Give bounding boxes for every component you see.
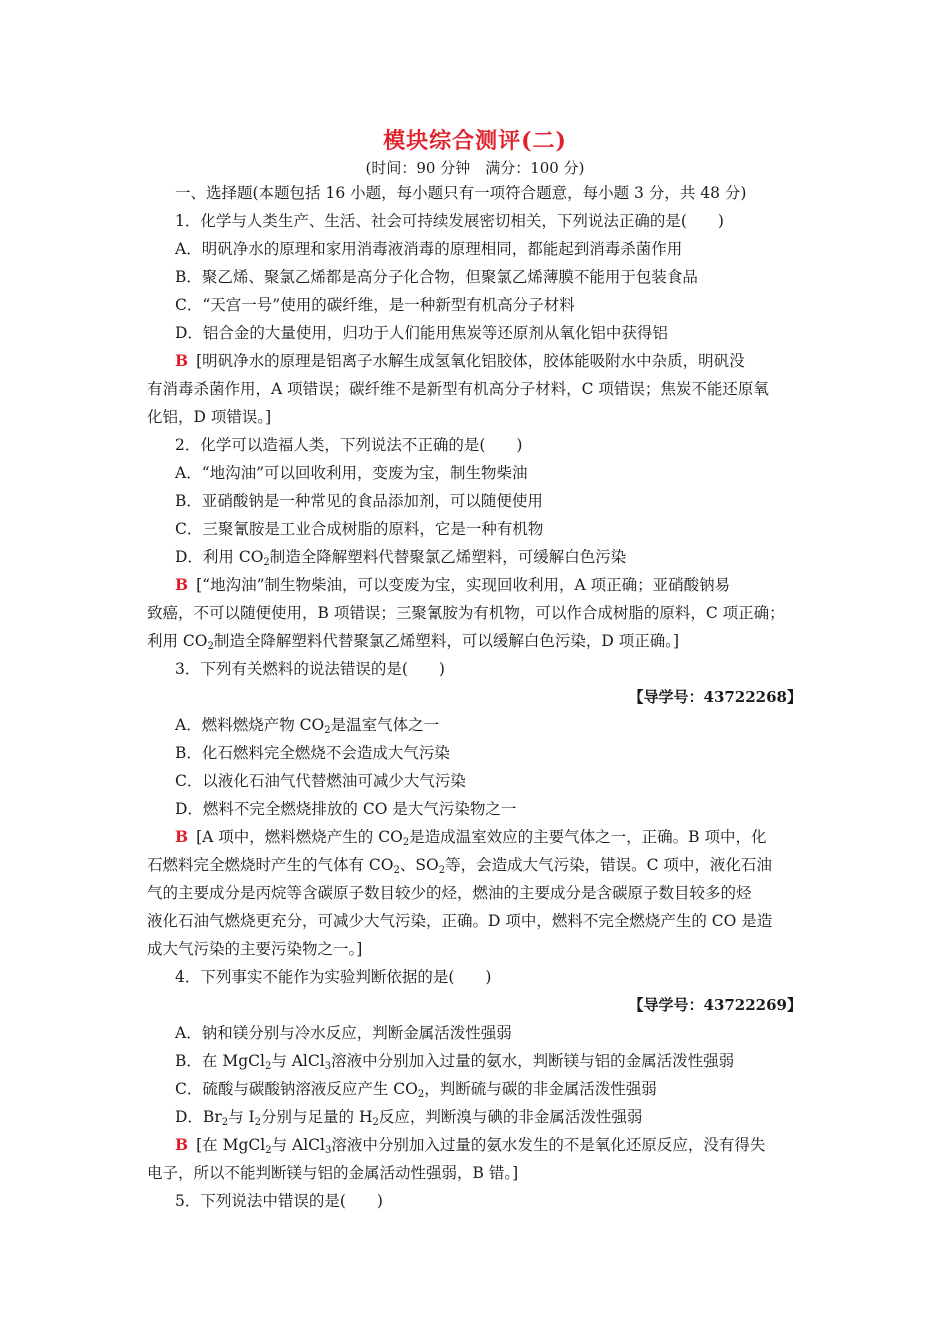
q3-option-a: A．燃料燃烧产物 $CO_2$是温室气体之一 [175,716,440,736]
q2-option-a: A．“地沟油”可以回收利用，变废为宝，制生物柴油 [175,464,528,482]
q1-option-b: B．聚乙烯、聚氯乙烯都是高分子化合物，但聚氯乙烯薄膜不能用于包装食品 [175,268,698,286]
q3-explanation-line: B [A 项中，燃料燃烧产生的 $CO_2$是造成温室效应的主要气体之一，正确。B 项中，化 [175,827,767,848]
q1-option-a: A．明矾净水的原理和家用消毒液消毒的原理相同，都能起到消毒杀菌作用 [175,240,683,258]
q5-stem: 5．下列说法中错误的是( ) [175,1192,383,1210]
q4-option-c: C．硫酸与碳酸钠溶液反应产生 $CO_2$，判断硫与碳的非金属活泼性强弱 [175,1080,657,1100]
q2-option-b: B．亚硝酸钠是一种常见的食品添加剂，可以随便使用 [175,492,543,510]
q3-explanation-line: 液化石油气燃烧更充分，可减少大气污染，正确。D 项中，燃料不完全燃烧产生的 CO 是造 [147,912,773,930]
q3-guide-number: 【导学号：43722268】 [628,688,802,706]
q3-answer: B [175,827,189,846]
q1-option-c: C．“天宫一号”使用的碳纤维，是一种新型有机高分子材料 [175,296,575,314]
q3-explanation-line: 气的主要成分是丙烷等含碳原子数目较少的烃，燃油的主要成分是含碳原子数目较多的烃 [147,884,752,902]
q4-guide-number: 【导学号：43722269】 [628,996,802,1014]
q1-explanation-line: 有消毒杀菌作用，A 项错误；碳纤维不是新型有机高分子材料，C 项错误；焦炭不能还原氧 [147,380,769,398]
q2-option-d: D．利用 $CO_2$制造全降解塑料代替聚氯乙烯塑料，可缓解白色污染 [175,548,627,568]
q2-stem: 2．化学可以造福人类，下列说法不正确的是( ) [175,436,523,454]
q1-answer: B [175,351,189,370]
q4-answer: B [175,1135,189,1154]
q4-explanation-line: 电子，所以不能判断镁与铝的金属活动性强弱，B 错。] [147,1164,519,1182]
q1-explanation-line: 化铝，D 项错误。] [147,408,272,426]
q4-option-a: A．钠和镁分别与冷水反应，判断金属活泼性强弱 [175,1024,512,1042]
q1-option-d: D．铝合金的大量使用，归功于人们能用焦炭等还原剂从氧化铝中获得铝 [175,324,668,342]
q1-stem: 1．化学与人类生产、生活、社会可持续发展密切相关，下列说法正确的是( ) [175,212,724,230]
q3-explanation-line: 石燃料完全燃烧时产生的气体有 $CO_2$、$SO_2$等，会造成大气污染，错误。C 项中，液化石油 [147,856,772,876]
q4-stem: 4．下列事实不能作为实验判断依据的是( ) [175,968,492,986]
q2-explanation-line: 致癌，不可以随便使用，B 项错误；三聚氰胺为有机物，可以作合成树脂的原料，C 项正确； [147,604,785,622]
q3-stem: 3．下列有关燃料的说法错误的是( ) [175,660,445,678]
q2-explanation-line: 利用 $CO_2$制造全降解塑料代替聚氯乙烯塑料，可以缓解白色污染，D 项正确。] [147,632,680,652]
section-heading: 一、选择题(本题包括 16 小题，每小题只有一项符合题意，每小题 3 分，共 48 分) [175,184,747,202]
q3-explanation-line: 成大气污染的主要污染物之一。] [147,940,363,958]
q3-option-b: B．化石燃料完全燃烧不会造成大气污染 [175,744,450,762]
exam-info: (时间：90 分钟 满分：100 分) [365,159,585,177]
q4-explanation-line: B [在 MgCl$_2$与 AlCl$_3$溶液中分别加入过量的氨水发生的不是氧化还原反应，没有得失 [175,1135,766,1156]
q3-option-d: D．燃料不完全燃烧排放的 CO 是大气污染物之一 [175,800,517,818]
q4-option-b: B．在 MgCl$_2$与 AlCl$_3$溶液中分别加入过量的氨水，判断镁与铝的金属活泼性强弱 [175,1052,735,1072]
q1-explanation-line: B [明矾净水的原理是铝离子水解生成氢氧化铝胶体，胶体能吸附水中杂质，明矾没 [175,351,745,370]
q3-option-c: C．以液化石油气代替燃油可减少大气污染 [175,772,466,790]
q2-answer: B [175,575,189,594]
q4-option-d: D．$Br_2$与 $I_2$分别与足量的 $H_2$反应，判断溴与碘的非金属活泼性强弱 [175,1108,643,1128]
q2-explanation-line: B [“地沟油”制生物柴油，可以变废为宝，实现回收利用，A 项正确；亚硝酸钠易 [175,575,731,594]
page-title: 模块综合测评(二) [383,128,567,154]
q2-option-c: C．三聚氰胺是工业合成树脂的原料，它是一种有机物 [175,520,544,538]
